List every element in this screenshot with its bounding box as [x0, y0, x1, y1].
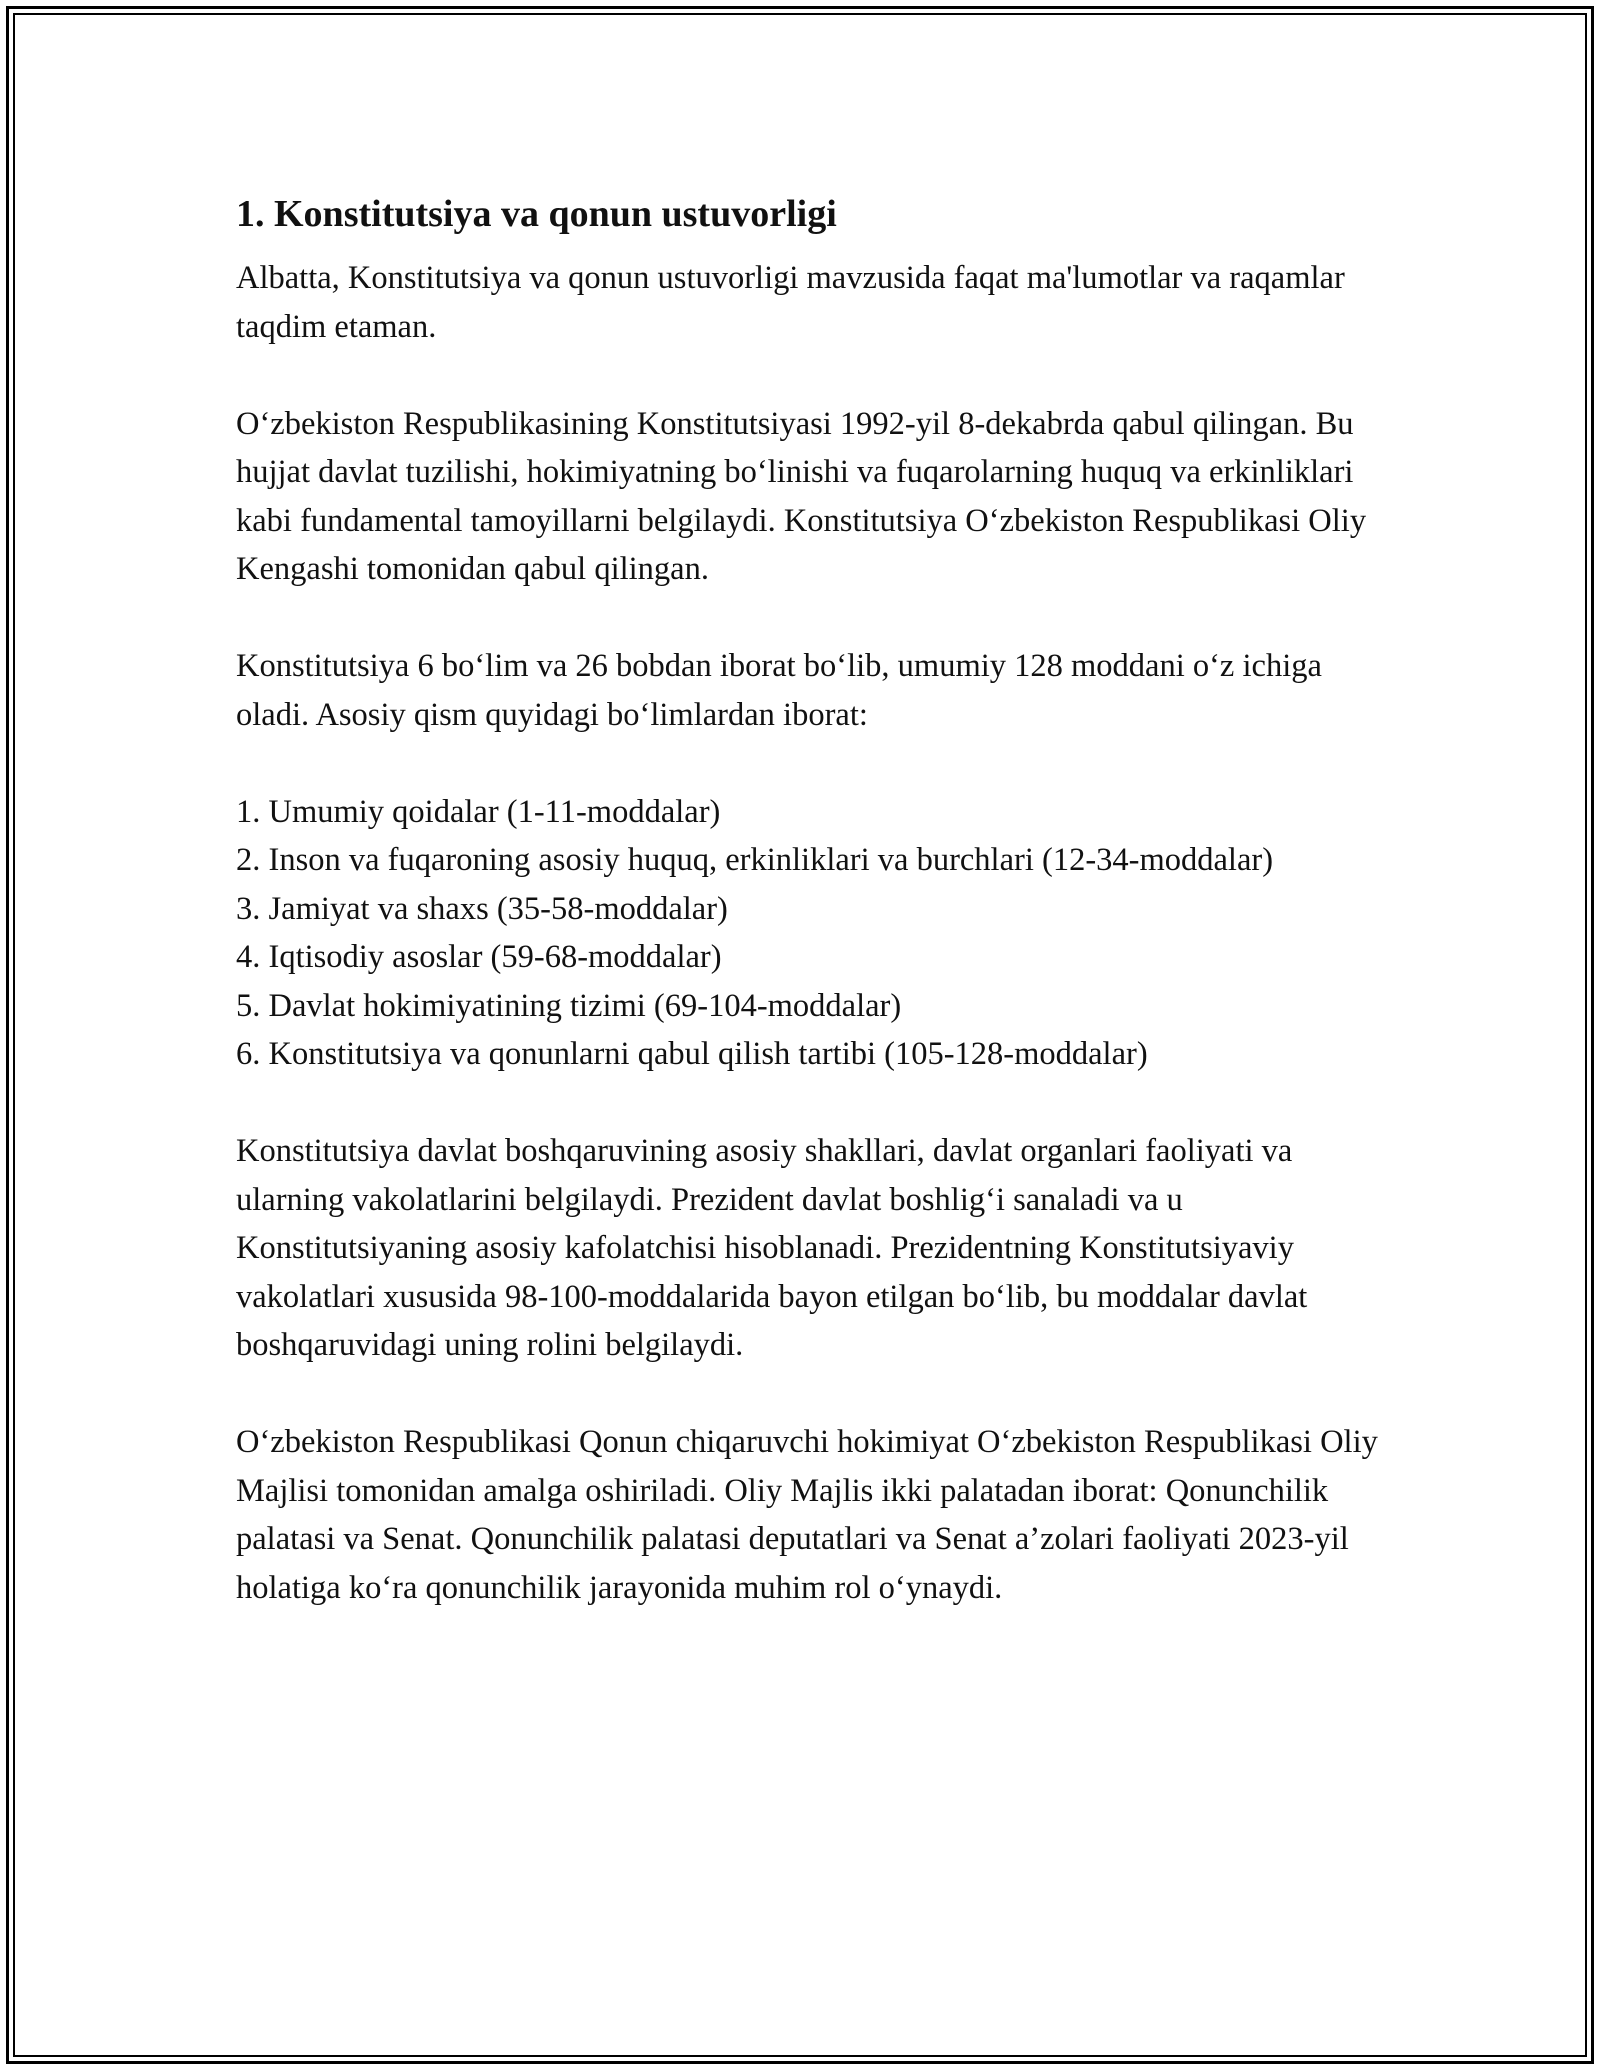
- list-item: 4. Iqtisodiy asoslar (59-68-moddalar): [236, 939, 722, 975]
- sections-list: [236, 788, 1381, 1079]
- list-item: 2. Inson va fuqaroning asosiy huquq, erkinliklari va burchlari (12-34-moddalar): [236, 842, 1274, 878]
- section-heading: 1. Konstitutsiya va qonun ustuvorligi: [236, 193, 837, 235]
- intro-paragraph: Albatta, Konstitutsiya va qonun ustuvorligi mavzusida faqat ma'lumotlar va raqamlar taqdim etaman.: [236, 260, 1345, 345]
- president-role-paragraph: Konstitutsiya davlat boshqaruvining asosiy shakllari, davlat organlari faoliyati va ularning vakolatlarini belgilaydi. Prezident davlat boshlig‘i sanaladi va u Konstitutsiyaning asosiy kafolatchisi hisoblanadi. Prezidentning Konstitutsiyaviy vakolatlari xususida 98-100-moddalarida bayon etilgan bo‘lib, bu moddalar davlat boshqaruvidagi uning rolini belgilaydi.: [236, 1133, 1308, 1363]
- constitution-adoption-paragraph: O‘zbekiston Respublikasining Konstitutsiyasi 1992-yil 8-dekabrda qabul qilingan. Bu hujjat davlat tuzilishi, hokimiyatning bo‘linishi va fuqarolarning huquq va erkinliklari kabi fundamental tamoyillarni belgilaydi. Konstitutsiya O‘zbekiston Respublikasi Oliy Kengashi tomonidan qabul qilingan.: [236, 405, 1367, 587]
- document-body: [236, 186, 1381, 1661]
- list-item: 6. Konstitutsiya va qonunlarni qabul qilish tartibi (105-128-moddalar): [236, 1036, 1148, 1072]
- list-item: 5. Davlat hokimiyatining tizimi (69-104-moddalar): [236, 987, 902, 1024]
- list-item: 3. Jamiyat va shaxs (35-58-moddalar): [236, 890, 728, 927]
- list-item: 1. Umumiy qoidalar (1-11-moddalar): [236, 793, 721, 830]
- constitution-structure-paragraph: Konstitutsiya 6 bo‘lim va 26 bobdan iborat bo‘lib, umumiy 128 moddani o‘z ichiga oladi. Asosiy qism quyidagi bo‘limlardan iborat:: [236, 648, 1322, 733]
- oliy-majlis-paragraph: O‘zbekiston Respublikasi Qonun chiqaruvchi hokimiyat O‘zbekiston Respublikasi Oliy Majlisi tomonidan amalga oshiriladi. Oliy Majlis ikki palatadan iborat: Qonunchilik palatasi va Senat. Qonunchilik palatasi deputatlari va Senat a’zolari faoliyati 2023-yil holatiga ko‘ra qonunchilik jarayonida muhim rol o‘ynaydi.: [236, 1424, 1378, 1606]
